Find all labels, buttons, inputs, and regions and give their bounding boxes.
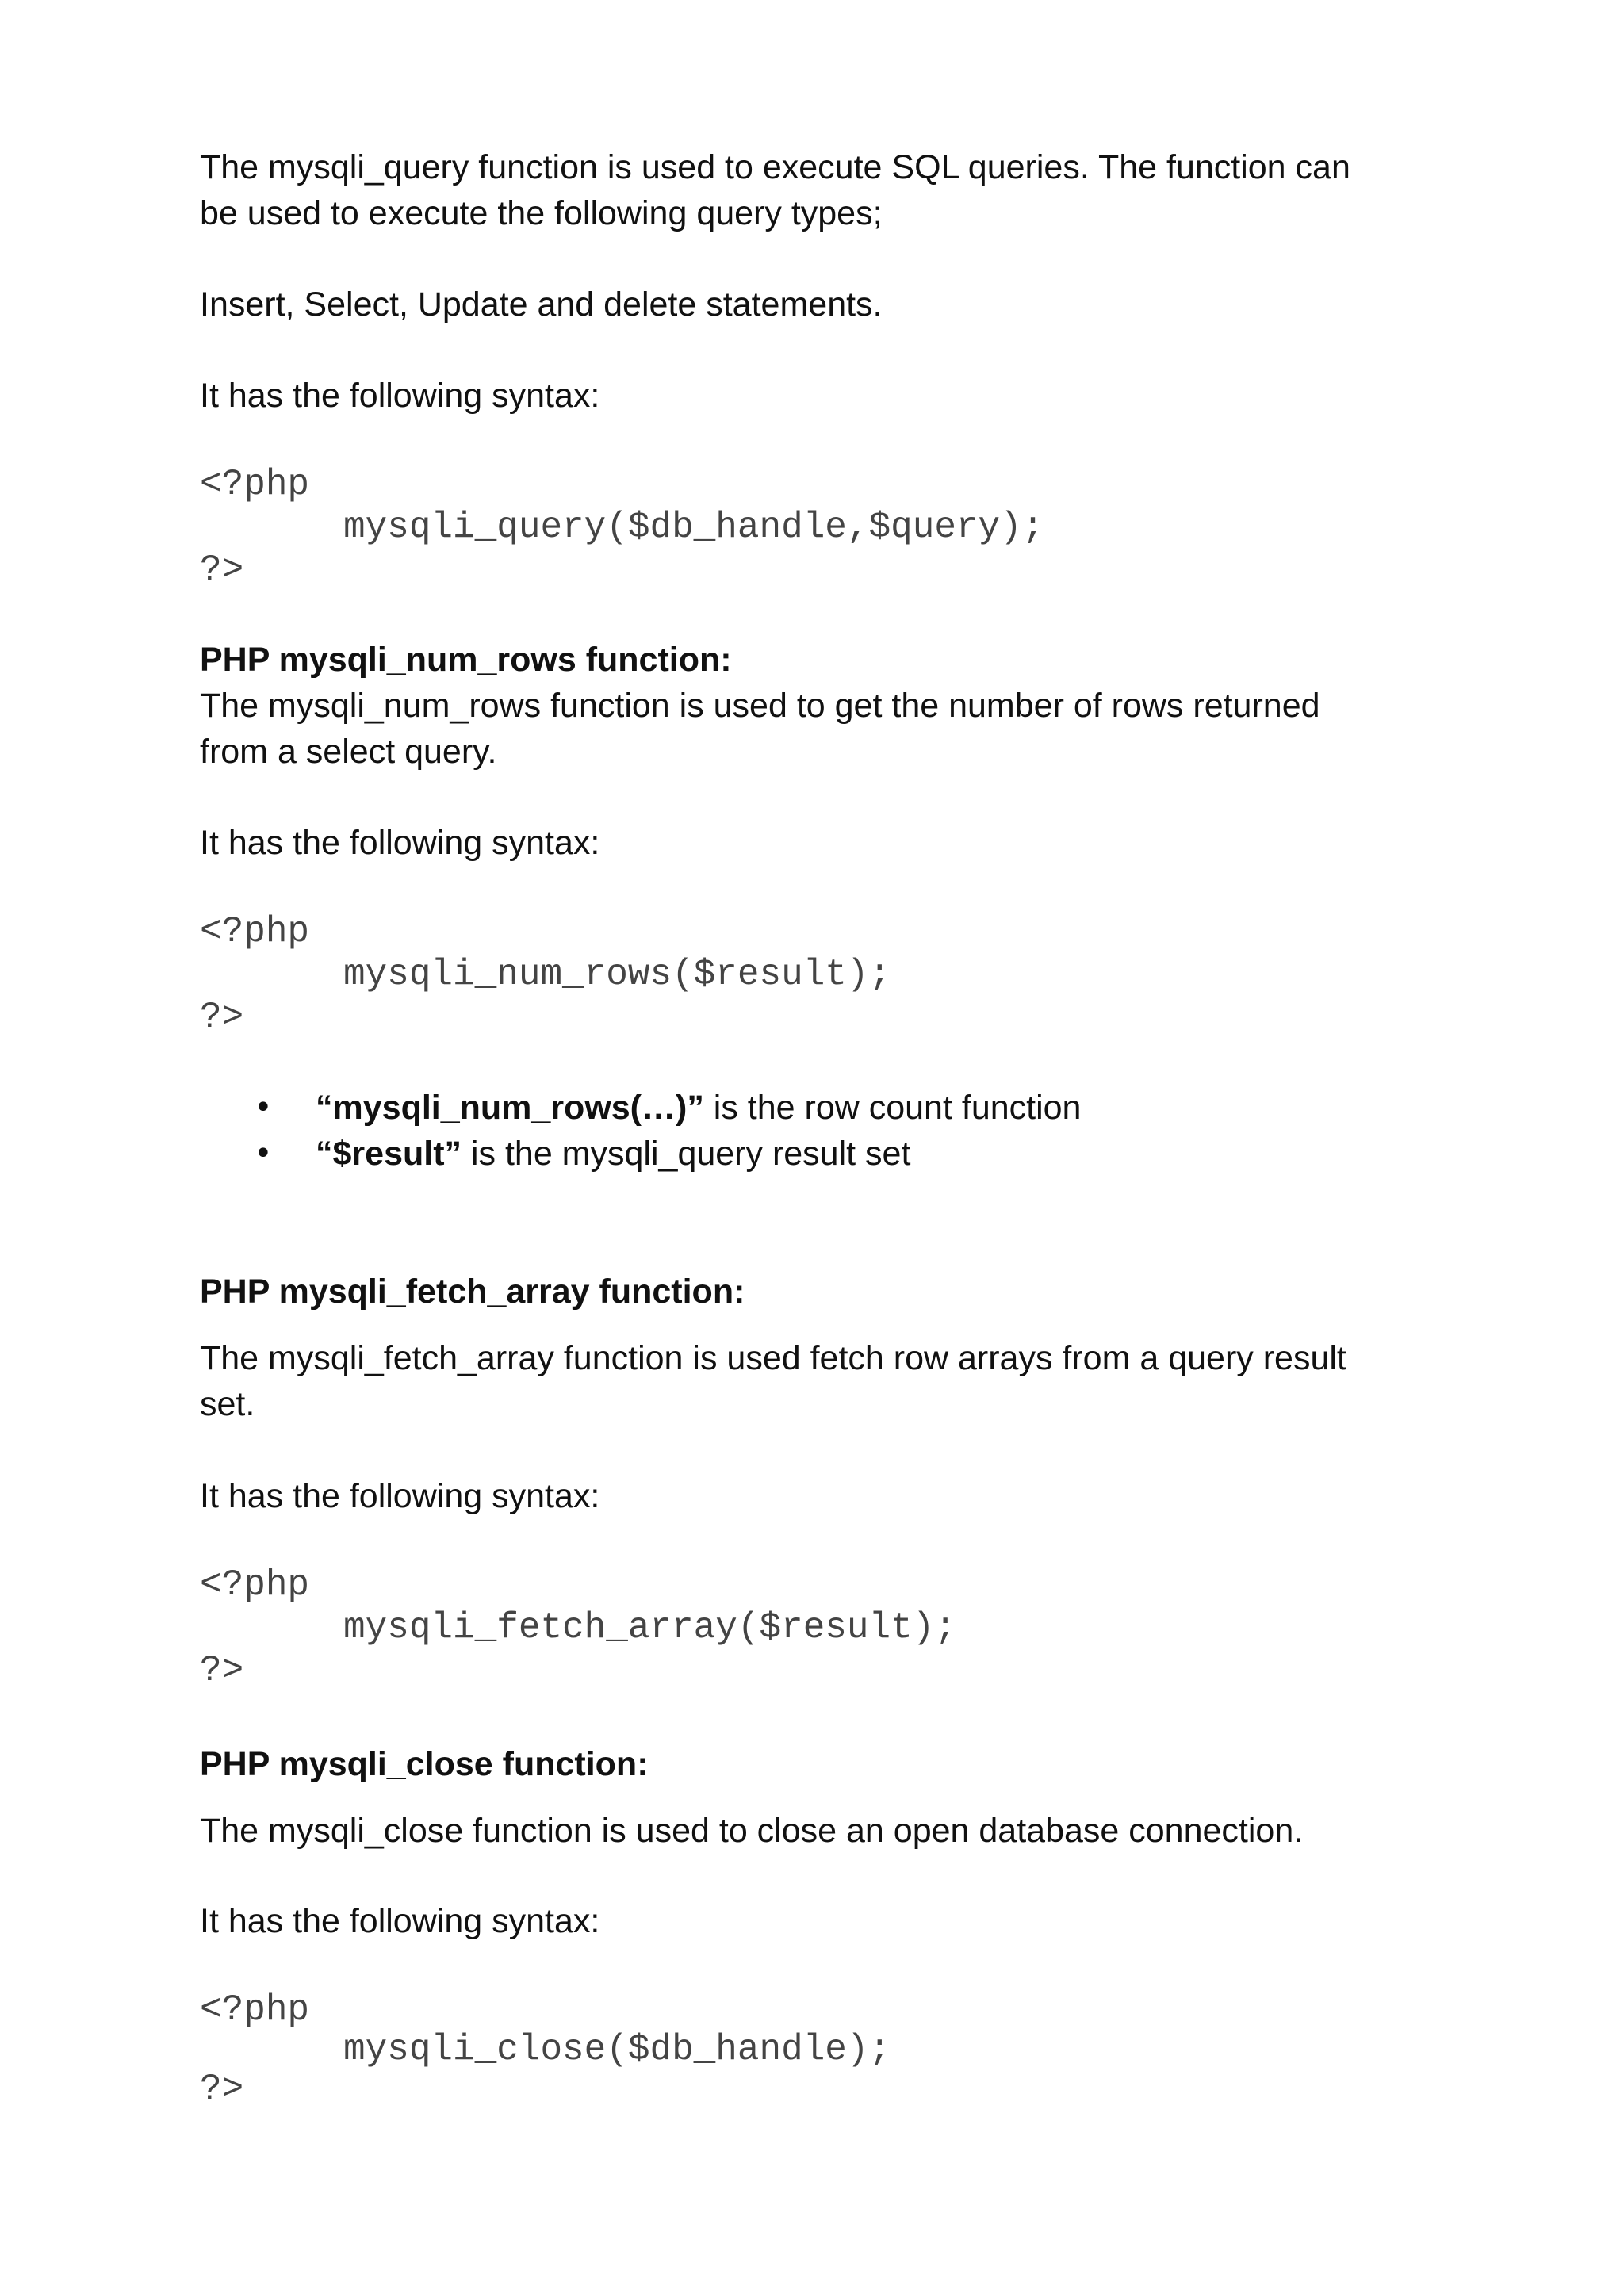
bullet-item-text: is the mysqli_query result set xyxy=(462,1135,911,1173)
close-syntax-label: It has the following syntax: xyxy=(200,1902,600,1940)
num-rows-desc-line-2: from a select query. xyxy=(200,733,497,771)
fetch-array-code-close: ?> xyxy=(200,1650,244,1691)
fetch-array-desc-line-1: The mysqli_fetch_array function is used fetch row arrays from a query result xyxy=(200,1339,1346,1377)
fetch-array-heading: PHP mysqli_fetch_array function: xyxy=(200,1273,745,1311)
query-syntax-label: It has the following syntax: xyxy=(200,377,600,415)
num-rows-syntax-label: It has the following syntax: xyxy=(200,824,600,862)
query-intro-line-2: be used to execute the following query types; xyxy=(200,194,883,232)
num-rows-desc-line-1: The mysqli_num_rows function is used to get the number of rows returned xyxy=(200,687,1320,725)
query-types-text: Insert, Select, Update and delete statements. xyxy=(200,285,883,323)
bullet-item-bold: “$result” xyxy=(316,1135,462,1173)
fetch-array-desc-line-2: set. xyxy=(200,1385,255,1423)
num-rows-code-body: mysqli_num_rows($result); xyxy=(343,954,891,995)
bullet-item-text: is the row count function xyxy=(703,1089,1082,1127)
bullet-item xyxy=(316,1085,1081,1131)
close-code-body: mysqli_close($db_handle); xyxy=(343,2029,891,2070)
query-intro-line-1: The mysqli_query function is used to execute SQL queries. The function can xyxy=(200,148,1350,186)
bullet-item-bold: “mysqli_num_rows(…)” xyxy=(316,1089,704,1127)
close-code-open: <?php xyxy=(200,1989,310,2031)
bullet-marker: • xyxy=(254,1135,273,1172)
num-rows-code-close: ?> xyxy=(200,997,244,1038)
num-rows-heading: PHP mysqli_num_rows function: xyxy=(200,641,732,679)
fetch-array-syntax-label: It has the following syntax: xyxy=(200,1477,600,1515)
bullet-item xyxy=(316,1131,910,1177)
query-code-open: <?php xyxy=(200,464,310,505)
close-desc: The mysqli_close function is used to close an open database connection. xyxy=(200,1812,1304,1850)
close-heading: PHP mysqli_close function: xyxy=(200,1745,649,1783)
num-rows-code-open: <?php xyxy=(200,911,310,952)
fetch-array-code-open: <?php xyxy=(200,1564,310,1606)
bullet-marker: • xyxy=(254,1089,273,1126)
query-code-close: ?> xyxy=(200,549,244,591)
query-code-body: mysqli_query($db_handle,$query); xyxy=(343,507,1044,548)
close-code-close: ?> xyxy=(200,2069,244,2110)
fetch-array-code-body: mysqli_fetch_array($result); xyxy=(343,1607,956,1648)
